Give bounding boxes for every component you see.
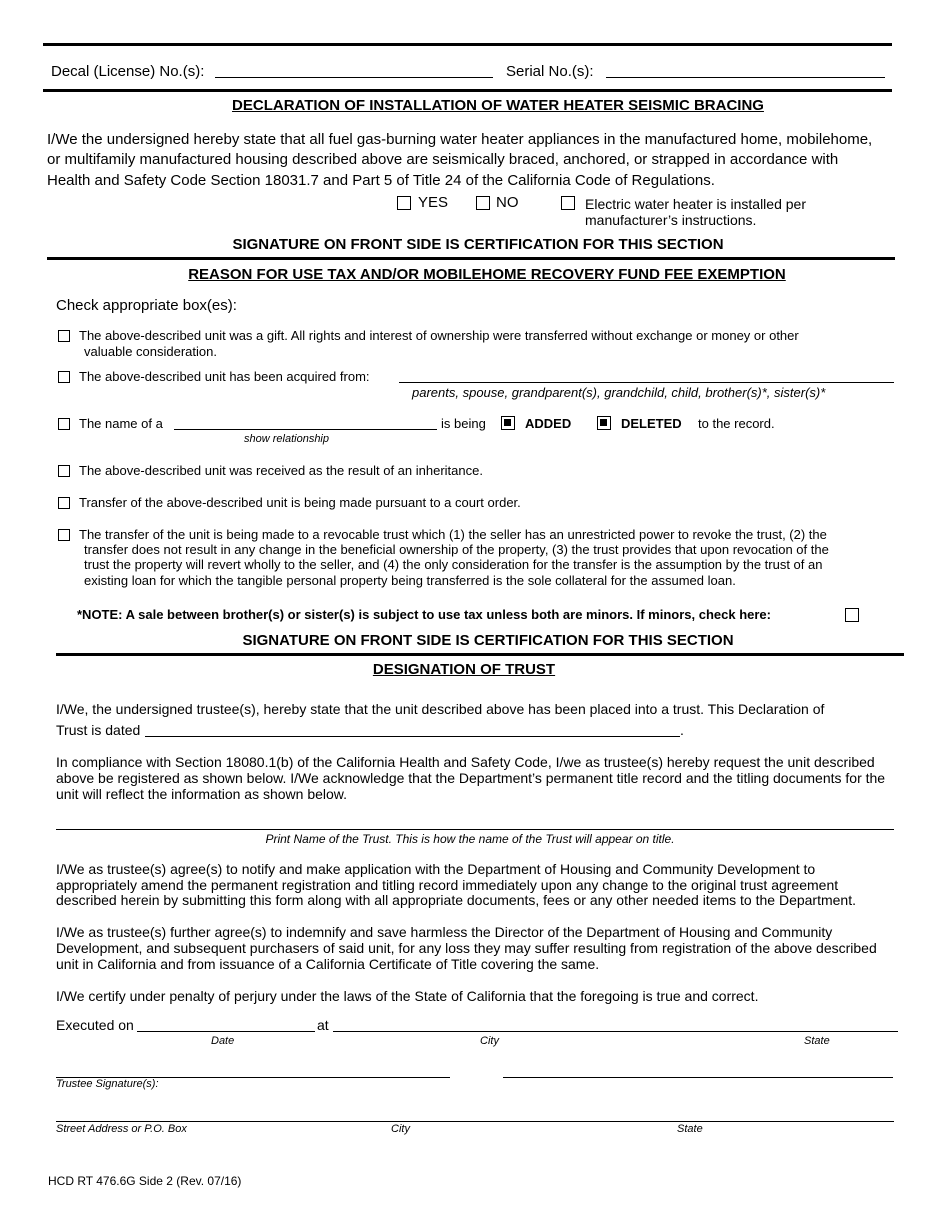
electric-label-line1: Electric water heater is installed per bbox=[585, 196, 806, 212]
name-of-checkbox[interactable] bbox=[58, 418, 70, 430]
added-checkbox[interactable] bbox=[501, 416, 515, 430]
trust-p3-line3: described herein by submitting this form along with all appropriate documents, fees or any other needed items to the Department. bbox=[56, 892, 856, 908]
trust-text-line4: existing loan for which the tangible personal property being transferred is the sole collateral for the assumed loan. bbox=[84, 573, 736, 588]
is-being-label: is being bbox=[441, 416, 486, 431]
check-label: Check appropriate box(es): bbox=[56, 297, 237, 314]
revocable-trust-checkbox[interactable] bbox=[58, 529, 70, 541]
decal-field[interactable] bbox=[215, 77, 493, 78]
gift-text-line2: valuable consideration. bbox=[84, 344, 217, 359]
seismic-divider bbox=[47, 257, 895, 260]
form-id: HCD RT 476.6G Side 2 (Rev. 07/16) bbox=[48, 1174, 242, 1188]
trustee-signature-label: Trustee Signature(s): bbox=[56, 1078, 159, 1090]
decal-label: Decal (License) No.(s): bbox=[51, 63, 205, 80]
executed-on-label: Executed on bbox=[56, 1017, 134, 1033]
city-caption: City bbox=[480, 1035, 499, 1047]
seismic-text-line3: Health and Safety Code Section 18031.7 and Part 5 of Title 24 of the California Code of Regulations. bbox=[47, 172, 715, 189]
minors-note: *NOTE: A sale between brother(s) or sister(s) is subject to use tax unless both are minors. If minors, check here: bbox=[77, 607, 771, 622]
exemption-divider bbox=[56, 653, 904, 656]
trust-date-field[interactable] bbox=[145, 736, 680, 737]
state-caption: State bbox=[804, 1035, 830, 1047]
acquired-label: The above-described unit has been acquired from: bbox=[79, 369, 370, 384]
seismic-certification: SIGNATURE ON FRONT SIDE IS CERTIFICATION FOR THIS SECTION bbox=[232, 236, 724, 253]
trust-p2-line3: unit will reflect the information as shown below. bbox=[56, 786, 348, 802]
trust-name-field[interactable] bbox=[56, 829, 894, 830]
trust-p4-line1: I/We as trustee(s) further agree(s) to indemnify and save harmless the Director of the Department of Housing and Community bbox=[56, 924, 833, 940]
no-label: NO bbox=[496, 194, 519, 211]
trust-dated-period: . bbox=[680, 722, 684, 738]
trustee-signature-field-2[interactable] bbox=[503, 1077, 893, 1078]
seismic-text-line2: or multifamily manufactured housing described above are seismically braced, anchored, or strapped in accordance with bbox=[47, 151, 839, 168]
seismic-text-line1: I/We the undersigned hereby state that all fuel gas-burning water heater appliances in the manufactured home, mobilehome, bbox=[47, 131, 873, 148]
trust-p1-line1: I/We, the undersigned trustee(s), hereby state that the unit described above has been placed into a trust. This Declaration of bbox=[56, 701, 825, 717]
header-divider bbox=[43, 89, 892, 92]
added-label: ADDED bbox=[525, 416, 572, 431]
trust-dated-label: Trust is dated bbox=[56, 722, 141, 738]
trust-text-line2: transfer does not result in any change in the beneficial ownership of the property, (3) the trust provides that upon revocation of the bbox=[84, 542, 829, 557]
trust-title: DESIGNATION OF TRUST bbox=[372, 661, 556, 678]
deleted-checkbox[interactable] bbox=[597, 416, 611, 430]
trust-p2-line2: above be registered as shown below. I/We acknowledge that the Department’s permanent title record and the titling documents for the bbox=[56, 770, 886, 786]
seismic-title: DECLARATION OF INSTALLATION OF WATER HEATER SEISMIC BRACING bbox=[232, 97, 764, 114]
minors-checkbox[interactable] bbox=[845, 608, 859, 622]
address-city-caption: City bbox=[391, 1123, 410, 1135]
court-order-text: Transfer of the above-described unit is being made pursuant to a court order. bbox=[79, 495, 521, 510]
street-address-field[interactable] bbox=[56, 1121, 894, 1122]
electric-label-line2: manufacturer’s instructions. bbox=[585, 212, 757, 228]
trust-name-caption: Print Name of the Trust. This is how the name of the Trust will appear on title. bbox=[265, 832, 675, 846]
deleted-label: DELETED bbox=[621, 416, 682, 431]
serial-label: Serial No.(s): bbox=[506, 63, 594, 80]
trust-p3-line1: I/We as trustee(s) agree(s) to notify and make application with the Department of Housing and Community Development to bbox=[56, 861, 816, 877]
gift-text-line1: The above-described unit was a gift. All rights and interest of ownership were transferred without exchange or money or other bbox=[79, 328, 799, 343]
acquired-field[interactable] bbox=[399, 382, 894, 383]
trust-p4-line3: unit in California and from issuance of a California Certificate of Title covering the same. bbox=[56, 956, 600, 972]
no-checkbox[interactable] bbox=[476, 196, 490, 210]
electric-checkbox[interactable] bbox=[561, 196, 575, 210]
date-caption: Date bbox=[211, 1035, 235, 1047]
relationship-field[interactable] bbox=[174, 429, 437, 430]
exemption-title: REASON FOR USE TAX AND/OR MOBILEHOME RECOVERY FUND FEE EXEMPTION bbox=[188, 266, 786, 283]
yes-checkbox[interactable] bbox=[397, 196, 411, 210]
court-order-checkbox[interactable] bbox=[58, 497, 70, 509]
trust-p4-line2: Development, and subsequent purchasers of said unit, for any loss they may suffer resulting from registration of the above described bbox=[56, 940, 877, 956]
exemption-certification: SIGNATURE ON FRONT SIDE IS CERTIFICATION FOR THIS SECTION bbox=[242, 632, 734, 649]
address-state-caption: State bbox=[677, 1123, 703, 1135]
trust-text-line1: The transfer of the unit is being made to a revocable trust which (1) the seller has an unrestricted power to revoke the trust, (2) the bbox=[79, 527, 827, 542]
trust-p3-line2: appropriately amend the permanent registration and titling record immediately upon any change to the original trust agreement bbox=[56, 877, 839, 893]
top-border bbox=[43, 43, 892, 46]
inheritance-text: The above-described unit was received as the result of an inheritance. bbox=[79, 463, 483, 478]
gift-checkbox[interactable] bbox=[58, 330, 70, 342]
inheritance-checkbox[interactable] bbox=[58, 465, 70, 477]
at-label: at bbox=[317, 1017, 329, 1033]
trust-p5: I/We certify under penalty of perjury under the laws of the State of California that the foregoing is true and correct. bbox=[56, 988, 759, 1004]
trust-p2-line1: In compliance with Section 18080.1(b) of the California Health and Safety Code, I/we as trustee(s) hereby request the unit described bbox=[56, 754, 875, 770]
acquired-hint: parents, spouse, grandparent(s), grandchild, child, brother(s)*, sister(s)* bbox=[412, 385, 826, 400]
show-relationship-hint: show relationship bbox=[244, 433, 329, 445]
to-record-label: to the record. bbox=[698, 416, 775, 431]
acquired-checkbox[interactable] bbox=[58, 371, 70, 383]
serial-field[interactable] bbox=[606, 77, 885, 78]
executed-date-field[interactable] bbox=[137, 1031, 315, 1032]
street-caption: Street Address or P.O. Box bbox=[56, 1123, 187, 1135]
name-of-label: The name of a bbox=[79, 416, 163, 431]
yes-label: YES bbox=[418, 194, 449, 211]
trust-text-line3: trust the property will revert wholly to the seller, and (4) the only consideration for the transfer is the assumption by the trust of an bbox=[84, 557, 823, 572]
executed-location-field[interactable] bbox=[333, 1031, 898, 1032]
